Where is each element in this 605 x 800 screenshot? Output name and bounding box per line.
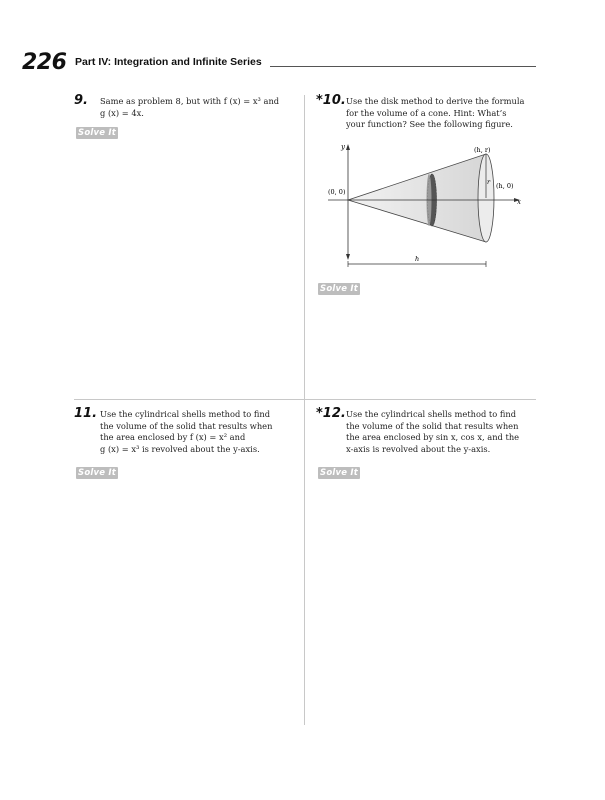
label-x: x [517,198,521,206]
label-origin: (0, 0) [328,188,346,196]
solve-it-button[interactable]: Solve It [76,127,118,139]
cone-figure [328,140,528,270]
problem-line: x-axis is revolved about the y-axis. [346,443,491,454]
solve-it-button[interactable]: Solve It [76,467,118,479]
problem-line: the area enclosed by f (x) = x² and [100,432,246,442]
problem-line: Use the disk method to derive the formula [346,96,525,106]
problem-line: for the volume of a cone. Hint: What’s [346,107,507,118]
y-axis-arrow-icon [346,144,350,150]
cone-diagram [328,140,528,270]
page-header [22,50,536,76]
label-r: r [487,178,491,186]
problem-9 [74,93,296,153]
header-rule [270,66,536,67]
cone-body [348,154,486,242]
problem-line: the volume of the solid that results when [346,420,519,431]
problem-number: 11. [74,406,98,421]
label-y: y [341,143,345,151]
problem-10 [316,93,538,133]
y-axis-arrow-down-icon [346,254,350,260]
problem-number: *12. [316,406,346,421]
problem-line: g (x) = x³ is revolved about the y-axis. [100,443,260,454]
horizontal-divider [74,399,536,400]
vertical-divider [304,95,305,725]
label-h: h [415,255,420,263]
problem-11 [74,406,296,486]
label-h-r: (h, r) [474,146,491,154]
problem-line: the volume of the solid that results when [100,420,273,431]
problem-line: the area enclosed by sin x, cos x, and the [346,432,520,442]
problem-number: 9. [74,93,88,108]
problem-12 [316,406,538,486]
problem-text [100,96,279,119]
part-title: Part IV: Integration and Infinite Series [75,56,262,68]
problem-line: Use the cylindrical shells method to find [346,409,517,419]
problem-line: Same as problem 8, but with f (x) = x³ and [100,96,280,106]
label-h-0: (h, 0) [496,182,514,190]
page-number: 226 [22,50,67,75]
problem-number: *10. [316,93,346,108]
problem-text [346,409,519,455]
problem-line: g (x) = 4x. [100,107,144,118]
problem-line: your function? See the following figure. [346,119,513,129]
problem-text [100,409,272,455]
solve-it-button[interactable]: Solve It [318,283,360,295]
problem-text [346,96,524,131]
solve-it-button[interactable]: Solve It [318,467,360,479]
problem-line: Use the cylindrical shells method to find [100,409,271,419]
